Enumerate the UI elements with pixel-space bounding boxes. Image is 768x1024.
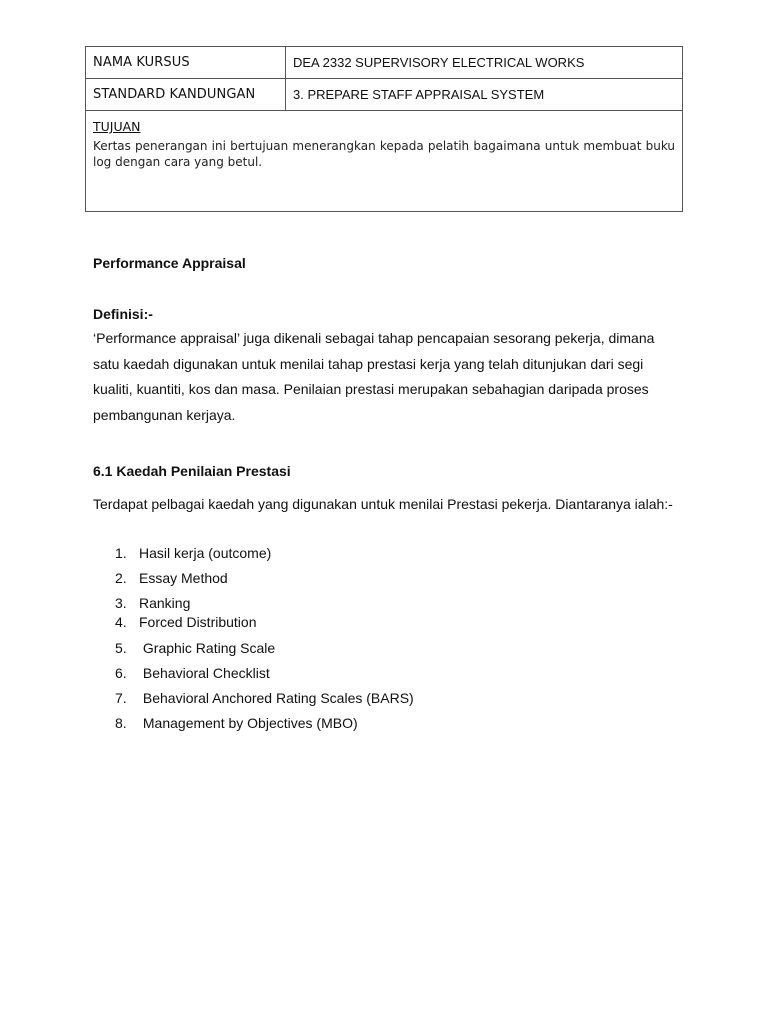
definition-text: ‘Performance appraisal’ juga dikenali sebagai tahap pencapaian sesorang pekerja, dimana satu kaedah digunakan untuk menilai tahap prestasi kerja yang telah ditunjukan dari segi kualiti, kuantiti, kos dan masa. Penilaian prestasi merupakan sebahagian daripada proses pembangunan kerjaya. (93, 330, 655, 423)
course-value: DEA 2332 SUPERVISORY ELECTRICAL WORKS (286, 47, 683, 79)
purpose-title: TUJUAN (93, 119, 141, 134)
list-item: 4. Forced Distribution (115, 614, 257, 630)
purpose-text: Kertas penerangan ini bertujuan menerangkan kepada pelatih bagaimana untuk membuat buku log dengan cara yang betul. (93, 139, 675, 169)
list-item: 1. Hasil kerja (outcome) (115, 545, 272, 561)
list-item: 8. Management by Objectives (MBO) (115, 715, 358, 731)
course-header-table (85, 46, 683, 212)
purpose-cell (86, 111, 683, 212)
section-title-methods: 6.1 Kaedah Penilaian Prestasi (93, 463, 291, 479)
list-item: 7. Behavioral Anchored Rating Scales (BARS) (115, 690, 414, 706)
section-title-performance-appraisal: Performance Appraisal (93, 255, 246, 271)
purpose-row (86, 111, 683, 212)
standard-row (86, 79, 683, 111)
list-item: 6. Behavioral Checklist (115, 665, 270, 681)
list-item: 3. Ranking (115, 595, 191, 611)
standard-label: STANDARD KANDUNGAN (86, 79, 286, 111)
course-label: NAMA KURSUS (86, 47, 286, 79)
course-row (86, 47, 683, 79)
definition-title: Definisi:- (93, 306, 153, 322)
standard-value: 3. PREPARE STAFF APPRAISAL SYSTEM (286, 79, 683, 111)
list-item: 5. Graphic Rating Scale (115, 640, 276, 656)
methods-intro: Terdapat pelbagai kaedah yang digunakan untuk menilai Prestasi pekerja. Diantaranya ialah:- (93, 496, 673, 512)
list-item: 2. Essay Method (115, 570, 228, 586)
